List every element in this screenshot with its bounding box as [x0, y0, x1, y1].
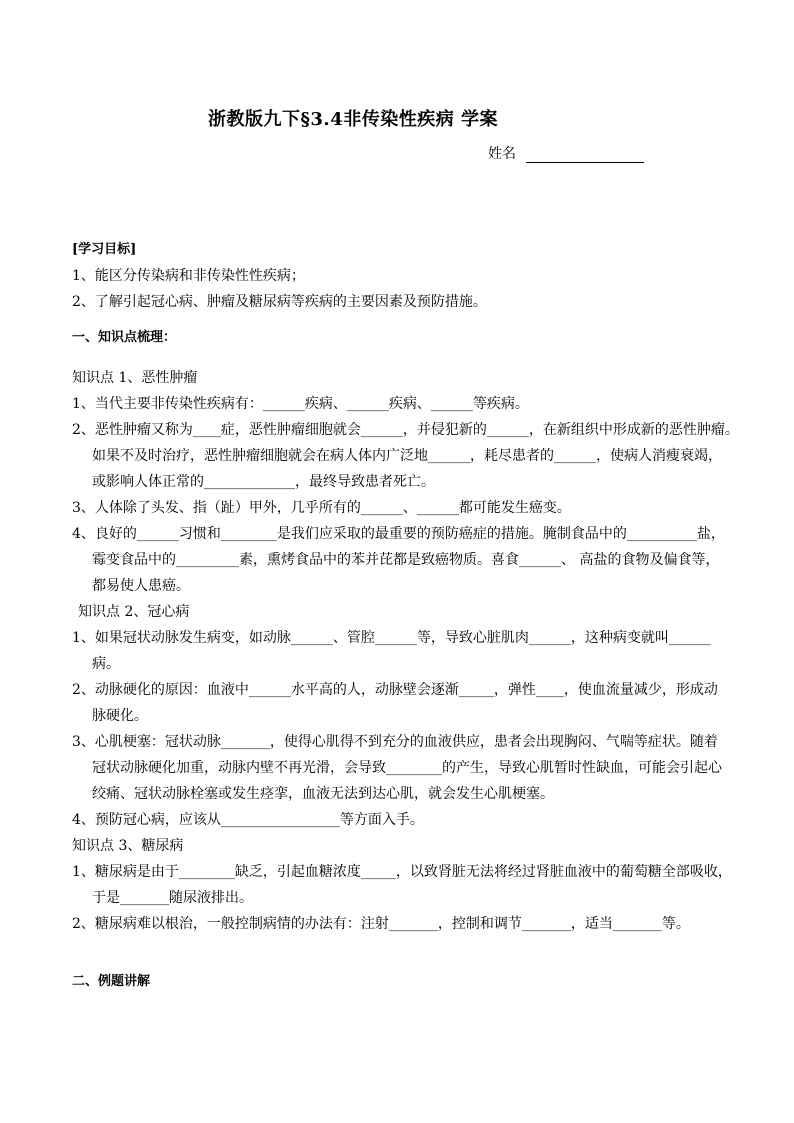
kp2-title: 知识点 2、冠心病 [78, 604, 190, 620]
name-field [488, 143, 644, 163]
kp1-line: 都易使人患癌。 [92, 578, 190, 594]
kp3-line: 于是_______随尿液排出。 [92, 890, 253, 906]
kp2-line: 病。 [92, 656, 120, 672]
kp2-line: 脉硬化。 [92, 708, 148, 724]
section2-heading: 二、例题讲解 [72, 974, 151, 989]
goals-heading: [学习目标] [72, 242, 137, 257]
document-body [72, 237, 739, 937]
kp3-title: 知识点 3、糖尿病 [72, 838, 184, 854]
kp2-line: 2、动脉硬化的原因：血液中______水平高的人，动脉壁会逐渐_____，弹性____，使血流量减少，形成动 [72, 682, 718, 698]
kp2-line: 冠状动脉硬化加重，动脉内壁不再光滑，会导致________的产生，导致心肌暂时性缺血，可能会引起心 [92, 760, 722, 776]
kp2-line: 3、心肌梗塞：冠状动脉_______，使得心肌得不到充分的血液供应，患者会出现胸闷、气喘等症状。随着 [72, 734, 718, 750]
kp1-line: 或影响人体正常的_____________，最终导致患者死亡。 [92, 474, 435, 490]
kp1-line: 4、良好的______习惯和________是我们应采取的最重要的预防癌症的措施。腌制食品中的__________盐， [72, 526, 725, 542]
kp2-line: 绞痛、冠状动脉栓塞或发生痉挛，血液无法到达心肌，就会发生心肌梗塞。 [92, 786, 554, 802]
kp1-line: 霉变食品中的_________素，熏烤食品中的苯并芘都是致癌物质。喜食______、 高盐的食物及偏食等， [92, 552, 720, 568]
kp2-line: 4、预防冠心病，应该从_________________等方面入手。 [72, 812, 424, 828]
kp2-line: 1、如果冠状动脉发生病变，如动脉______、管腔______等，导致心脏肌肉______，这种病变就叫______ [72, 630, 711, 646]
kp1-line: 1、当代主要非传染性疾病有：______疾病、______疾病、______等疾病。 [72, 396, 529, 412]
kp1-line: 3、人体除了头发、指（趾）甲外，几乎所有的______、______都可能发生癌变。 [72, 500, 571, 516]
kp1-title: 知识点 1、恶性肿瘤 [72, 370, 198, 386]
kp1-line: 2、恶性肿瘤又称为____症，恶性肿瘤细胞就会______，并侵犯新的______，在新组织中形成新的恶性肿瘤。 [72, 422, 739, 438]
document-title: 浙教版九下§3.4非传染性疾病 学案 [208, 109, 498, 130]
kp3-line: 2、糖尿病难以根治，一般控制病情的办法有：注射_______，控制和调节_______，适当_______等。 [72, 916, 690, 932]
name-blank-line[interactable] [526, 148, 644, 163]
name-label: 姓名 [488, 146, 516, 162]
goal-item: 1、能区分传染病和非传染性性疾病； [72, 268, 305, 284]
goal-item: 2、了解引起冠心病、肿瘤及糖尿病等疾病的主要因素及预防措施。 [72, 294, 487, 310]
section1-heading: 一、知识点梳理： [72, 330, 177, 345]
kp3-line: 1、糖尿病是由于________缺乏，引起血糖浓度_____，以致肾脏无法将经过肾脏血液中的葡萄糖全部吸收， [72, 864, 732, 880]
kp1-line: 如果不及时治疗，恶性肿瘤细胞就会在病人体内广泛地______，耗尽患者的______，使病人消瘦衰竭， [92, 448, 722, 464]
